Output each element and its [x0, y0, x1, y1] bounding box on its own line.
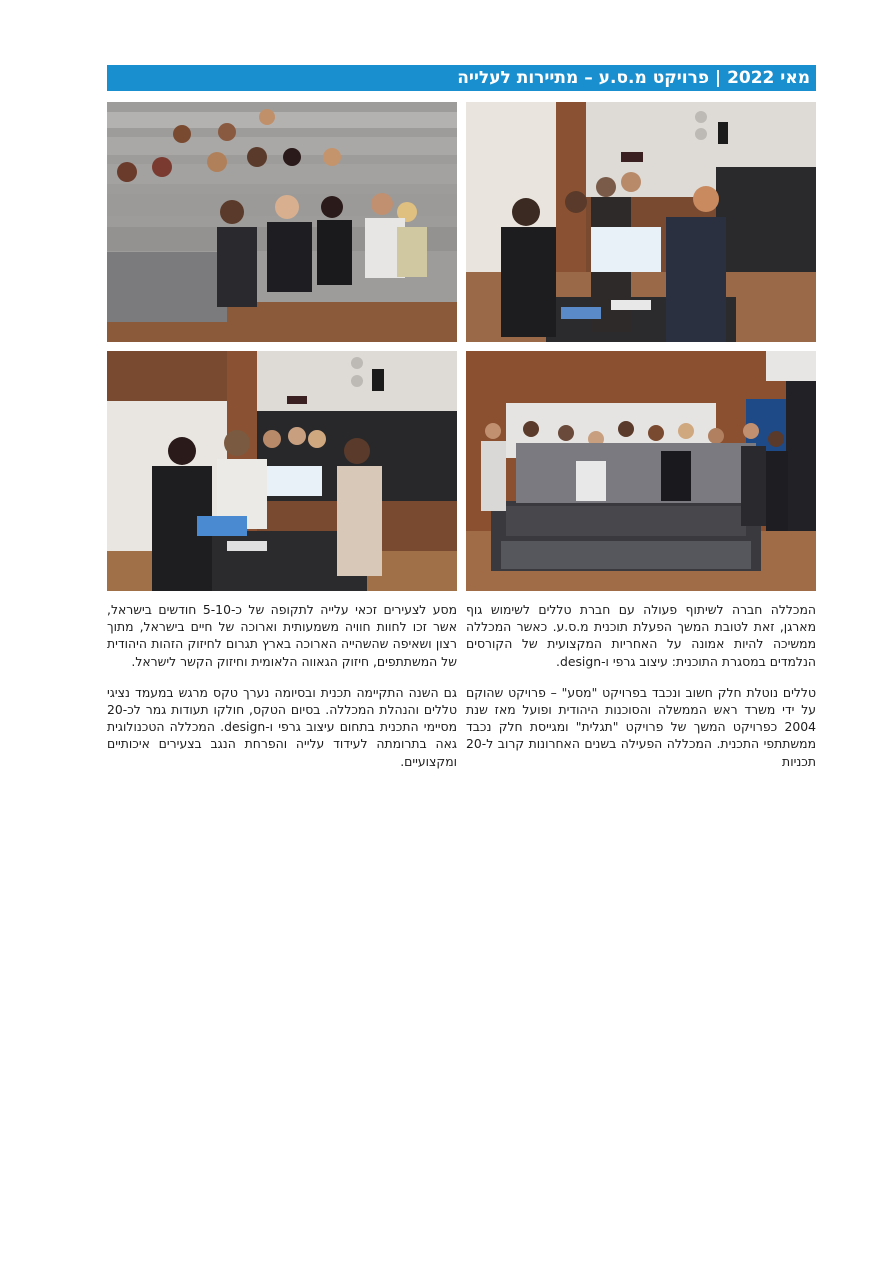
article-paragraph: גם השנה התקיימה תכנית ובסיומה נערך טקס מרגש במעמד נציגי טללים והנהלת המכללה. בסיום הטקס, חולקו תעודות גמר לכ-20 מסיימי התכנית בתחום עיצוב גרפי ו-design. המכללה הטכנולוגית גאה בתרומתה לעידוד עלייה והפרחת הנגב בצעירים איכותיים ומקצועיים. [107, 684, 457, 769]
certificate-handover-photo-2 [107, 351, 457, 591]
photo-ceremony-icon [466, 102, 816, 342]
article-column-right [466, 601, 816, 784]
article-column-left [107, 601, 457, 784]
article-paragraph: טללים נוטלת חלק חשוב ונכבד בפרויקט "מסע" – פרויקט שהוקם על ידי משרד ראש הממשלה והסוכנות היהודית ופועל מאז שנת 2004 כפרויקט המשך של פרויקט "תגלית" ומגייסת חלק נכבד ממשתתפי התכנית. המכללה הפעילה בשנים האחרונות קרוב ל-20 תכניות [466, 684, 816, 769]
article-paragraph: המכללה חברה לשיתוף פעולה עם חברת טללים לשימוש גוף מארגן, זאת לטובת המשך הפעלת תוכנית מ.ס.ע. כאשר המכללה ממשיכה להיות אמונה על האחריות המקצועית של הקורסים הנלמדים במסגרת התוכנית: עיצוב גרפי ו-design. [466, 602, 816, 669]
photo-group-icon [466, 351, 816, 591]
certificate-handover-photo-1 [466, 102, 816, 342]
article-paragraph: מסע לצעירים זכאי עלייה לתקופה של כ-5-10 חודשים בישראל, אשר זכו לחוות חוויה משמעותית וארוכה של חיים בישראל, מתוך רצון ושאיפה שהשהייה הארוכה בארץ תגרום לחיזוק הזהות היהודית של המשתתפים, חיזוק הגאווה הלאומית וחיזוק הקשר לישראל. [107, 602, 457, 669]
page-title: מאי 2022 | פרויקט מ.ס.ע – מתיירות לעלייה [107, 65, 816, 91]
audience-photo [107, 102, 457, 342]
group-photo [466, 351, 816, 591]
photo-audience-icon [107, 102, 457, 342]
photo-ceremony-icon [107, 351, 457, 591]
